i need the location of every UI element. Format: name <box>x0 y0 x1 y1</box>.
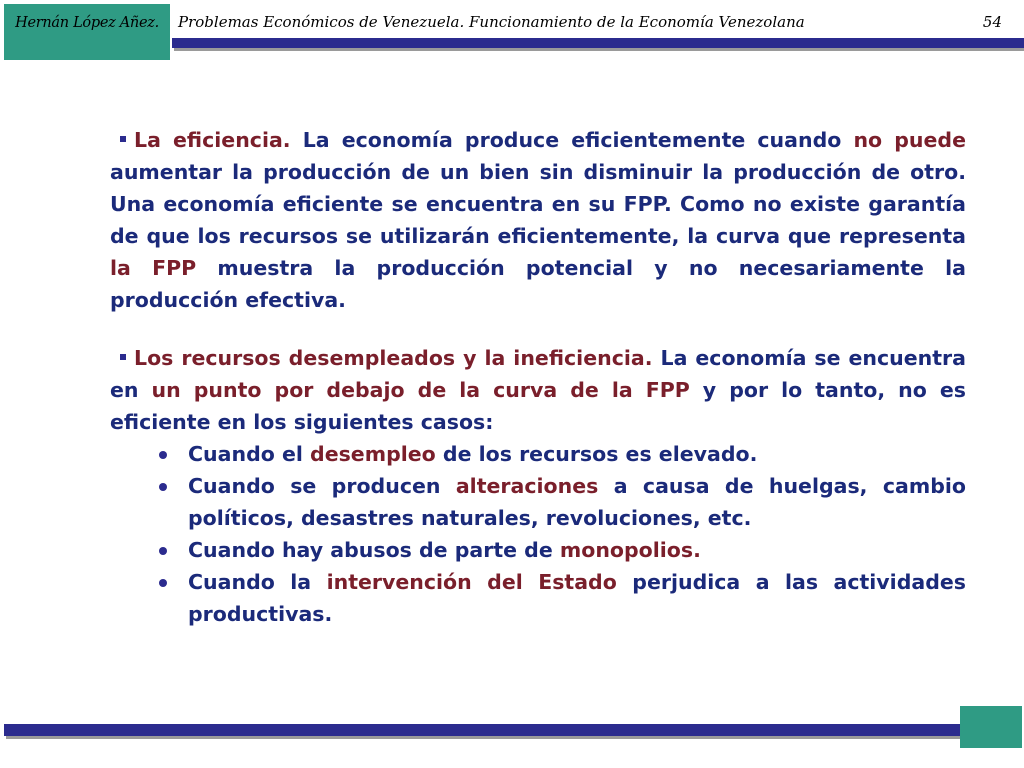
text-run: Cuando se producen <box>188 474 456 498</box>
square-bullet-icon <box>120 136 126 142</box>
text-run: Los recursos desempleados y la ineficiencia. <box>134 346 653 370</box>
round-bullet-icon <box>159 579 167 587</box>
paragraph-unemployed-resources <box>110 342 966 438</box>
text-run: perjudica a las actividades productivas. <box>188 570 966 626</box>
text-run: alteraciones <box>455 474 599 498</box>
text-run: La eficiencia. <box>134 128 291 152</box>
round-bullet-icon <box>159 483 167 491</box>
list-item-text <box>188 538 701 562</box>
paragraph-efficiency-text <box>110 128 966 312</box>
paragraph-unemployed-resources-text <box>110 346 966 434</box>
text-run: aumentar la producción de un bien sin disminuir la producción de otro. Una economía eficiente se encuentra en su FPP. Como no existe garantía de que los recursos se utilizarán eficientemente, la curva que representa <box>110 160 966 248</box>
paragraph-efficiency <box>110 124 966 316</box>
header-divider-bar <box>172 38 1024 48</box>
list-item <box>110 470 966 534</box>
list-item-text <box>188 570 966 626</box>
footer-divider-bar <box>4 724 1020 736</box>
text-run: y por lo tanto, no es eficiente en los siguientes casos: <box>110 378 966 434</box>
text-run: Cuando el <box>188 442 311 466</box>
text-run: desempleo <box>310 442 436 466</box>
text-run: un punto por debajo de la curva de la FPP <box>151 378 690 402</box>
list-item <box>110 534 966 566</box>
round-bullet-icon <box>159 547 167 555</box>
text-run: de los recursos es elevado. <box>435 442 758 466</box>
text-run: La economía produce eficientemente cuando <box>290 128 854 152</box>
header-title: Problemas Económicos de Venezuela. Funcionamiento de la Economía Venezolana <box>178 13 805 31</box>
slide-content <box>110 124 966 630</box>
cases-list <box>110 438 966 630</box>
round-bullet-icon <box>159 451 167 459</box>
list-item-text <box>188 442 757 466</box>
author-name: Hernán López Añez. <box>15 15 159 31</box>
text-run: Cuando hay abusos de parte de <box>188 538 560 562</box>
square-bullet-icon <box>120 354 126 360</box>
text-run: Cuando la <box>188 570 327 594</box>
list-item <box>110 438 966 470</box>
text-run: no puede <box>853 128 967 152</box>
author-box <box>4 4 170 60</box>
text-run: La economía se encuentra en <box>110 346 966 402</box>
list-item-text <box>188 474 966 530</box>
text-run: intervención del Estado <box>326 570 617 594</box>
page-number: 54 <box>982 13 1002 31</box>
text-run: a causa de huelgas, cambio políticos, desastres naturales, revoluciones, etc. <box>188 474 966 530</box>
text-run: muestra la producción potencial y no necesariamente la producción efectiva. <box>110 256 966 312</box>
footer-accent-box <box>960 706 1022 748</box>
list-item <box>110 566 966 630</box>
text-run: monopolios. <box>559 538 701 562</box>
text-run: la FPP <box>110 256 197 280</box>
